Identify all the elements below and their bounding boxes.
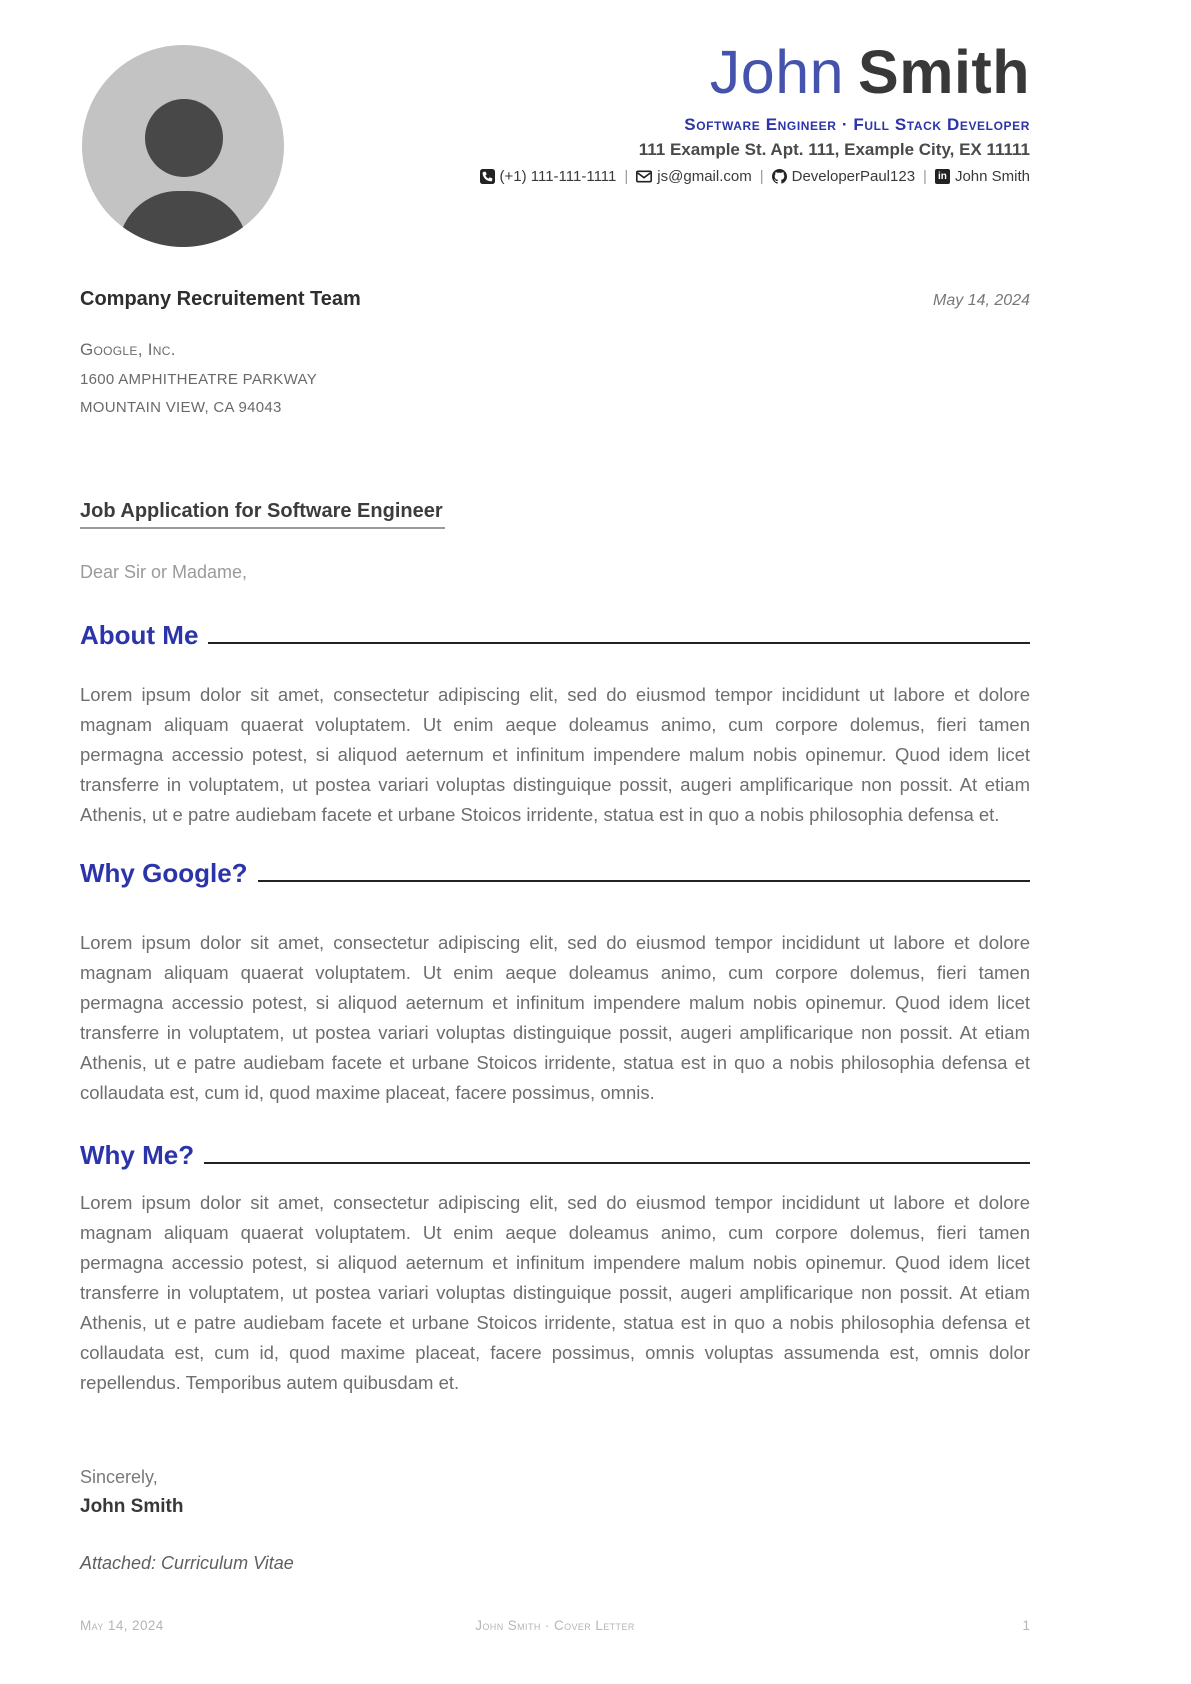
section-about-me bbox=[80, 620, 1030, 650]
phone-number: (+1) 111-111-1111 bbox=[499, 168, 617, 185]
separator: | bbox=[923, 168, 927, 185]
section-rule bbox=[208, 642, 1030, 644]
envelope-icon bbox=[636, 170, 652, 183]
email-text: js@gmail.com bbox=[657, 168, 752, 185]
avatar-body-silhouette bbox=[118, 191, 248, 247]
section-title: Why Me? bbox=[80, 1140, 195, 1170]
section-body: Lorem ipsum dolor sit amet, consectetur adipiscing elit, sed do eiusmod tempor incididunt ut labore et dolore magnam aliquam quaerat voluptatem. Ut enim aeque doleamus animo, cum corpore dolemus, fieri tamen permagna accessio potest, si aliquod aeternum et infinitum impendere malum nobis opinemur. Quod idem licet transferre in voluptatem, ut postea variari voluptas distinguique possit, augeri amplificarique non possit. At etiam Athenis, ut e patre audiebam facete et urbane Stoicos irridente, statua est in quo a nobis philosophia defensa et collaudata est, cum id, quod maxime placeat, facere possimus, omnis. bbox=[80, 932, 1030, 1103]
page-footer bbox=[80, 1618, 1030, 1633]
letter-subject-text: Job Application for Software Engineer bbox=[80, 500, 445, 529]
phone-contact bbox=[480, 168, 617, 185]
position-subtitle: Software Engineer · Full Stack Developer bbox=[684, 115, 1030, 134]
section-rule bbox=[204, 1162, 1030, 1164]
closing-block bbox=[80, 1462, 183, 1522]
greeting: Dear Sir or Madame, bbox=[80, 562, 248, 582]
section-rule bbox=[258, 880, 1030, 882]
linkedin-icon: in bbox=[935, 169, 950, 184]
letter-date: May 14, 2024 bbox=[933, 292, 1030, 309]
letter-subject bbox=[80, 500, 445, 529]
separator: | bbox=[624, 168, 629, 185]
github-icon bbox=[772, 169, 787, 184]
recipient-row bbox=[80, 288, 1030, 311]
contact-line bbox=[480, 168, 1031, 185]
company-address-line2: MOUNTAIN VIEW, CA 94043 bbox=[80, 399, 282, 416]
recipient-address-block bbox=[80, 340, 317, 416]
recipient-name: Company Recruitement Team bbox=[80, 288, 361, 310]
section-why-google bbox=[80, 858, 1030, 888]
linkedin-contact[interactable] bbox=[935, 168, 1030, 185]
company-address-line1: 1600 AMPHITHEATRE PARKWAY bbox=[80, 371, 318, 388]
github-contact[interactable] bbox=[772, 168, 915, 185]
footer-page-number: 1 bbox=[1022, 1618, 1031, 1633]
avatar-head-silhouette bbox=[145, 99, 223, 177]
header-address: 111 Example St. Apt. 111, Example City, EX 11111 bbox=[638, 140, 1030, 159]
section-title: About Me bbox=[80, 620, 199, 650]
footer-title: John Smith · Cover Letter bbox=[475, 1618, 635, 1633]
section-body: Lorem ipsum dolor sit amet, consectetur adipiscing elit, sed do eiusmod tempor incididunt ut labore et dolore magnam aliquam quaerat voluptatem. Ut enim aeque doleamus animo, cum corpore dolemus, fieri tamen permagna accessio potest, si aliquod aeternum et infinitum impendere malum nobis opinemur. Quod idem licet transferre in voluptatem, ut postea variari voluptas distinguique possit, augeri amplificarique non possit. At etiam Athenis, ut e patre audiebam facete et urbane Stoicos irridente, statua est in quo a nobis philosophia defensa et collaudata est, cum id, quod maxime placeat, facere possimus, omnis voluptas assumenda est, omnis dolor repellendus. Temporibus autem quibusdam et. bbox=[80, 1192, 1030, 1393]
github-username: DeveloperPaul123 bbox=[791, 168, 916, 185]
email-contact[interactable] bbox=[636, 168, 751, 185]
company-name: Google, Inc. bbox=[80, 340, 176, 359]
separator: | bbox=[759, 168, 764, 185]
footer-date: May 14, 2024 bbox=[80, 1618, 164, 1633]
section-why-me bbox=[80, 1140, 1030, 1170]
signature-name: John Smith bbox=[80, 1496, 184, 1517]
linkedin-name: John Smith bbox=[954, 168, 1030, 185]
last-name: Smith bbox=[858, 38, 1030, 106]
attachment-note: Attached: Curriculum Vitae bbox=[80, 1553, 294, 1573]
section-body: Lorem ipsum dolor sit amet, consectetur adipiscing elit, sed do eiusmod tempor incididunt ut labore et dolore magnam aliquam quaerat voluptatem. Ut enim aeque doleamus animo, cum corpore dolemus, fieri tamen permagna accessio potest, si aliquod aeternum et infinitum impendere malum nobis opinemur. Quod idem licet transferre in voluptatem, ut postea variari voluptas distinguique possit, augeri amplificarique non possit. At etiam Athenis, ut e patre audiebam facete et urbane Stoicos irridente, statua est in quo a nobis philosophia defensa et. bbox=[80, 684, 1030, 825]
first-name: John bbox=[709, 38, 845, 106]
header bbox=[480, 40, 1031, 185]
section-title: Why Google? bbox=[80, 858, 248, 888]
avatar bbox=[82, 45, 284, 247]
closing-word: Sincerely, bbox=[80, 1467, 158, 1487]
page-title bbox=[480, 40, 1031, 104]
phone-icon bbox=[480, 169, 495, 184]
